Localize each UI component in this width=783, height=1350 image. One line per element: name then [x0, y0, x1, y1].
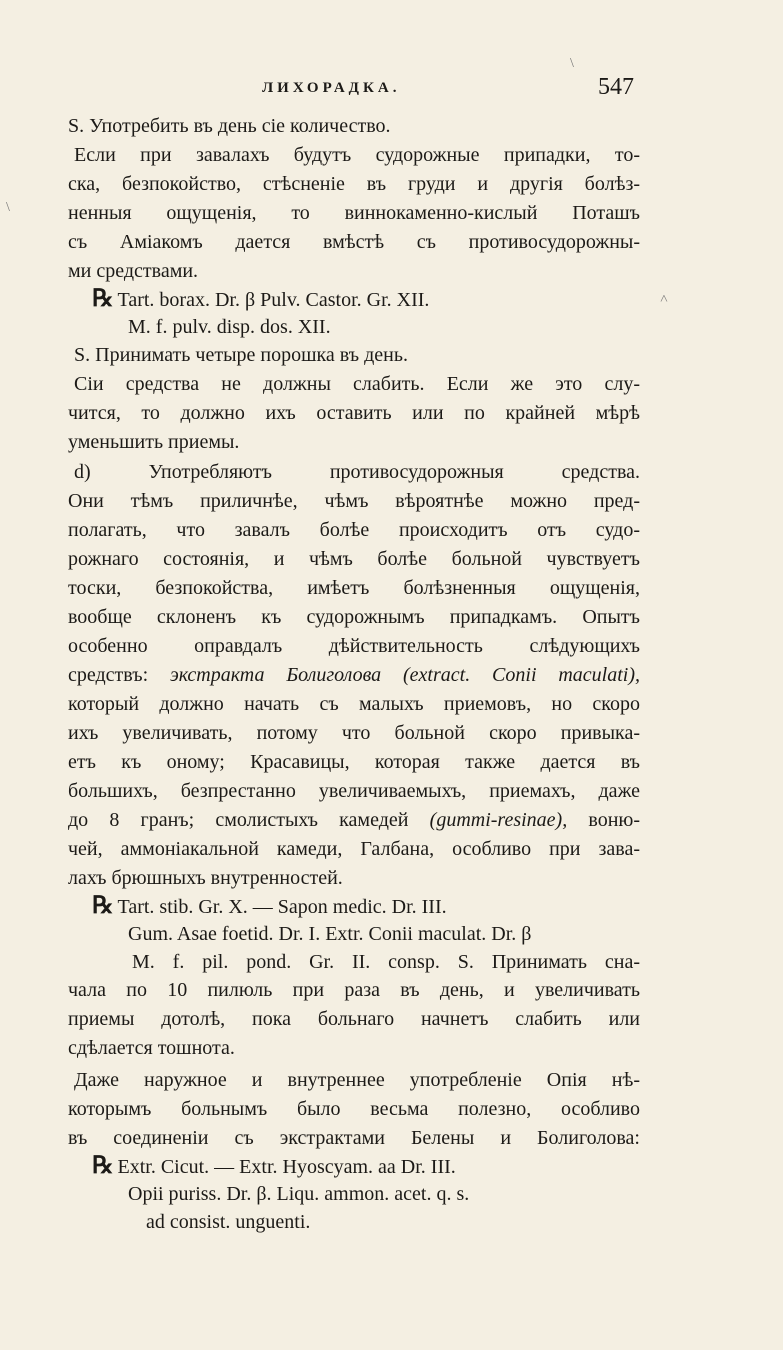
- text-line: [68, 806, 640, 834]
- prescription-text: Tart. stib. Gr. X. — Sapon medic. Dr. III.: [117, 896, 447, 918]
- text-line: съ Аміакомъ дается вмѣстѣ съ противосудорожны-: [68, 231, 640, 253]
- print-mark: ˄: [660, 292, 668, 307]
- running-title: ЛИХОРАДКА.: [262, 80, 401, 96]
- text-line: чится, то должно ихъ оставить или по крайней мѣрѣ: [68, 402, 640, 424]
- text-line: ихъ увеличивать, потому что больной скоро привыка-: [68, 722, 640, 744]
- prescription-line: Gum. Asae foetid. Dr. I. Extr. Conii maculat. Dr. β: [128, 923, 532, 945]
- text-line: которымъ больнымъ было весьма полезно, особливо: [68, 1098, 640, 1120]
- text-line: етъ къ оному; Красавицы, которая также дается въ: [68, 751, 640, 773]
- text-line: ми средствами.: [68, 260, 199, 282]
- text-line: полагать, что завалъ болѣе происходитъ отъ судо-: [68, 519, 640, 541]
- italic-term: экстракта Болиголова (extract. Conii maculati),: [169, 664, 640, 686]
- text-line: который должно начать съ малыхъ приемовъ, но скоро: [68, 693, 640, 715]
- text-fragment: воню-: [588, 809, 641, 831]
- text-line: въ соединеніи съ экстрактами Белены и Болиголова:: [68, 1127, 640, 1149]
- page-header: [0, 74, 783, 104]
- prescription-line: [92, 285, 664, 314]
- text-line: чала по 10 пилюль при раза въ день, и увеличивать: [68, 979, 640, 1001]
- prescription-text: Tart. borax. Dr. β Pulv. Castor. Gr. XII.: [117, 289, 430, 311]
- text-line: Если при завалахъ будутъ судорожные припадки, то-: [74, 144, 640, 166]
- text-line: S. Принимать четыре порошка въ день.: [74, 344, 408, 366]
- text-fragment: до 8 гранъ; смолистыхъ камедей: [68, 809, 409, 831]
- text-line: S. Употребить въ день сіе количество.: [68, 115, 391, 137]
- print-mark: \: [6, 200, 10, 215]
- text-line: уменьшить приемы.: [68, 431, 240, 453]
- text-line: Сіи средства не должны слабить. Если же это слу-: [74, 373, 640, 395]
- recipe-symbol: ℞: [92, 893, 114, 919]
- prescription-line: M. f. pulv. disp. dos. XII.: [128, 316, 331, 338]
- text-line: особенно оправдалъ дѣйствительность слѣдующихъ: [68, 635, 640, 657]
- text-line: приемы дотолѣ, пока больнаго начнетъ слабить или: [68, 1008, 640, 1030]
- text-fragment: средствъ:: [68, 664, 149, 686]
- prescription-line: [92, 1152, 664, 1181]
- italic-term: (gummi-resinae),: [429, 809, 568, 831]
- recipe-symbol: ℞: [92, 1153, 114, 1179]
- text-line: лахъ брюшныхъ внутренностей.: [68, 867, 343, 889]
- text-line: вообще склоненъ къ судорожнымъ припадкамъ. Опытъ: [68, 606, 640, 628]
- text-line: [68, 661, 640, 689]
- text-line: большихъ, безпрестанно увеличиваемыхъ, приемахъ, даже: [68, 780, 640, 802]
- prescription-text: Extr. Cicut. — Extr. Hyoscyam. aa Dr. III.: [117, 1156, 456, 1178]
- text-line: тоски, безпокойства, имѣетъ болѣзненныя ощущенія,: [68, 577, 640, 599]
- text-line: рожнаго состоянія, и чѣмъ болѣе больной чувствуетъ: [68, 548, 640, 570]
- text-line: Даже наружное и внутреннее употребленіе Опія нѣ-: [74, 1069, 640, 1091]
- prescription-line: Opii puriss. Dr. β. Liqu. ammon. acet. q. s.: [128, 1183, 470, 1205]
- prescription-line: ad consist. unguenti.: [146, 1211, 311, 1233]
- print-mark: \: [570, 56, 574, 71]
- text-line: d) Употребляютъ противосудорожныя средства.: [74, 461, 640, 483]
- text-line: ненныя ощущенія, то виннокаменно-кислый Поташъ: [68, 202, 640, 224]
- prescription-line: M. f. pil. pond. Gr. II. consp. S. Принимать сна-: [132, 951, 640, 973]
- text-line: чей, аммоніакальной камеди, Галбана, особливо при зава-: [68, 838, 640, 860]
- text-line: Они тѣмъ приличнѣе, чѣмъ вѣроятнѣе можно пред-: [68, 490, 640, 512]
- prescription-line: [92, 892, 664, 921]
- text-line: ска, безпокойство, стѣсненіе въ груди и другія болѣз-: [68, 173, 640, 195]
- page-number: 547: [598, 74, 634, 100]
- text-line: сдѣлается тошнота.: [68, 1037, 235, 1059]
- recipe-symbol: ℞: [92, 286, 114, 312]
